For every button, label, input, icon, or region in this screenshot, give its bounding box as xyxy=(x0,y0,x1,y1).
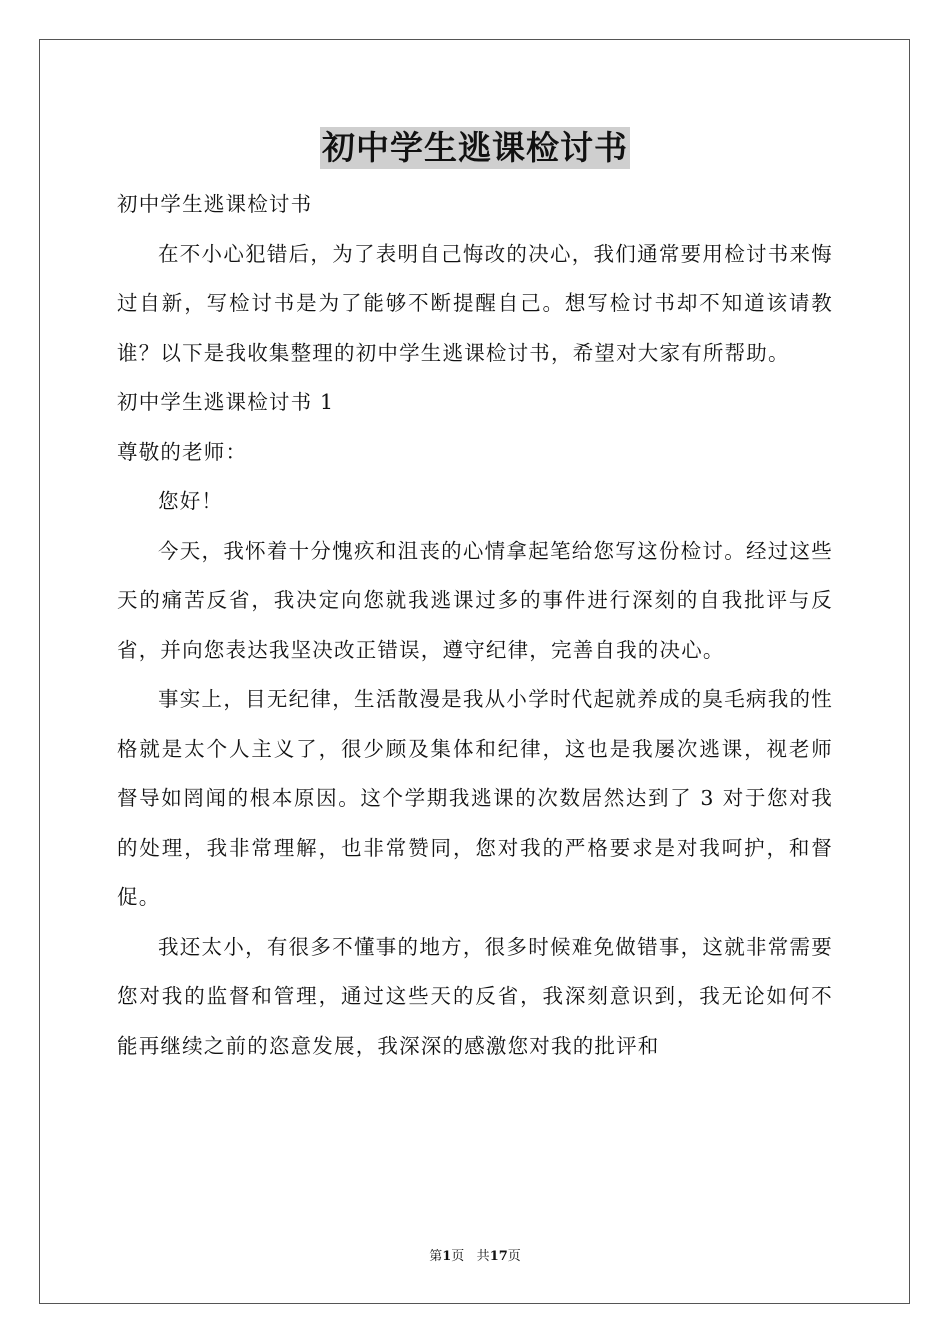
greeting: 您好！ xyxy=(158,489,224,513)
paragraph: 我还太小，有很多不懂事的地方，很多时候难免做错事，这就非常需要您对我的监督和管理，通过这些天的反省，我深刻意识到，我无论如何不能再继续之前的恣意发展，我深深的感激您对我的批评和 xyxy=(117,934,833,1058)
page-number: 1 xyxy=(442,1249,452,1264)
section-heading: 初中学生逃课检讨书 1 xyxy=(117,390,335,414)
total-pages: 17 xyxy=(489,1249,508,1264)
title-wrap xyxy=(0,127,950,169)
paragraph: 今天，我怀着十分愧疚和沮丧的心情拿起笔给您写这份检讨。经过这些天的痛苦反省，我决定向您就我逃课过多的事件进行深刻的自我批评与反省，并向您表达我坚决改正错误，遵守纪律，完善自我的决心。 xyxy=(117,538,833,662)
paragraph: 事实上，目无纪律，生活散漫是我从小学时代起就养成的臭毛病我的性格就是太个人主义了，很少顾及集体和纪律，这也是我屡次逃课，视老师督导如罔闻的根本原因。这个学期我逃课的次数居然达到了 3 对于您对我的处理，我非常理解，也非常赞同，您对我的严格要求是对我呵护，和督促。 xyxy=(117,687,833,909)
salutation: 尊敬的老师： xyxy=(117,439,248,464)
page-prefix: 第 xyxy=(429,1249,443,1264)
total-suffix: 页 xyxy=(507,1249,521,1264)
page-suffix: 页 xyxy=(451,1249,465,1264)
total-prefix: 共 xyxy=(476,1249,490,1264)
paragraph: 在不小心犯错后，为了表明自己悔改的决心，我们通常要用检讨书来悔过自新，写检讨书是为了能够不断提醒自己。想写检讨书却不知道该请教谁？以下是我收集整理的初中学生逃课检讨书，希望对大家有所帮助。 xyxy=(117,241,833,365)
paragraph: 初中学生逃课检讨书 xyxy=(117,192,313,216)
page-footer xyxy=(0,1248,950,1266)
document-body xyxy=(117,180,833,1071)
document-title: 初中学生逃课检讨书 xyxy=(322,128,628,167)
